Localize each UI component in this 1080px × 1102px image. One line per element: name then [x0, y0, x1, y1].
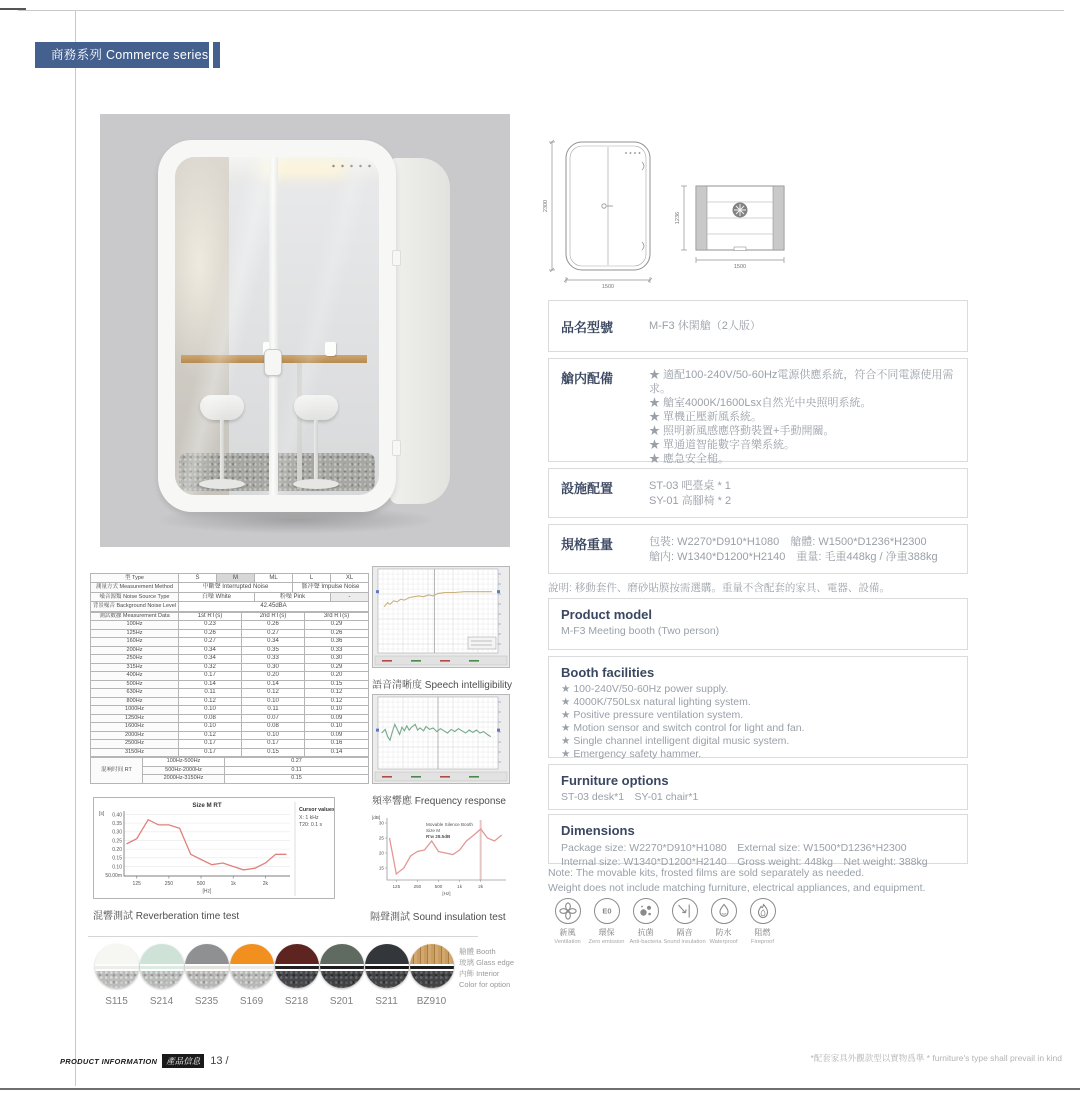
- series-banner-label: 商務系列 Commerce series: [51, 48, 209, 62]
- table-cell: 3150Hz: [91, 748, 179, 757]
- svg-text:Movable Silence Booth: Movable Silence Booth: [426, 822, 473, 827]
- feature-label-en: Waterproof: [709, 938, 738, 945]
- feature-zero-emission: [587, 898, 626, 945]
- glass-reflection: [175, 157, 379, 495]
- table-cell: 0.34: [179, 646, 242, 655]
- spec-label: 艙内配備: [561, 371, 614, 386]
- svg-text:25: 25: [378, 835, 384, 841]
- swatch-glass-edge-color: [275, 964, 319, 971]
- svg-text:2k: 2k: [478, 884, 484, 889]
- svg-text:0.25: 0.25: [112, 838, 122, 845]
- svg-text:Size M: Size M: [426, 828, 441, 833]
- swatch-S201: [319, 944, 364, 1007]
- fireproof-icon: [750, 898, 776, 924]
- swatch-code: S218: [284, 996, 309, 1007]
- table-cell: 0.11: [242, 706, 305, 715]
- table-cell: 0.14: [179, 680, 242, 689]
- series-banner: [35, 42, 209, 68]
- swatch-code: S211: [375, 996, 398, 1007]
- table-cell: 630Hz: [91, 689, 179, 698]
- text-line: Package size: W2270*D910*H1080 External size: W1500*D1236*H2300: [561, 842, 907, 854]
- swatch-S214: [139, 944, 184, 1007]
- table-cell: 500Hz-2000Hz: [143, 766, 225, 775]
- swatch-booth-color: [140, 944, 184, 964]
- table-cell: 1600Hz: [91, 723, 179, 732]
- swatch-circle: [365, 944, 409, 988]
- text-line: M-F3 休閑艙（2人版）: [649, 320, 761, 332]
- top-width-dim: 1500: [733, 264, 747, 270]
- svg-text:0.10: 0.10: [112, 864, 122, 871]
- table-cell: 0.08: [179, 714, 242, 723]
- table-cell: XL: [331, 574, 369, 583]
- text-line: ★ Emergency safety hammer.: [561, 748, 702, 760]
- table-cell: 500Hz: [91, 680, 179, 689]
- table-cell: 0.32: [179, 663, 242, 672]
- spec-value: [637, 534, 938, 564]
- swatch-interior-color: [275, 971, 319, 988]
- swatch-code: BZ910: [416, 996, 447, 1007]
- table-cell: 中斷聲 Interrupted Noise: [179, 583, 293, 592]
- table-cell: 0.26: [179, 629, 242, 638]
- text-line: ★ 應急安全槌。: [649, 453, 730, 465]
- text-line: ST-03 desk*1 SY-01 chair*1: [561, 791, 699, 803]
- table-cell: 2500Hz: [91, 740, 179, 749]
- spec-box-cabin-equipment: [548, 358, 968, 465]
- swatch-S115: [94, 944, 139, 1007]
- swatch-booth-color: [320, 944, 364, 964]
- technical-drawings: [538, 128, 790, 298]
- e0-icon: [594, 898, 620, 924]
- swatch-circle: [185, 944, 229, 988]
- swatch-glass-edge-color: [185, 964, 229, 971]
- booth-hinge: [392, 250, 401, 266]
- acoustic-measurement-table: [90, 573, 368, 784]
- feature-icons-row: [548, 898, 782, 945]
- table-cell: 160Hz: [91, 638, 179, 647]
- spec-value: [561, 625, 955, 638]
- swatch-booth-color: [95, 944, 139, 964]
- spec-title: Furniture options: [561, 773, 669, 788]
- text-line: Note: The movable kits, frosted films are sold separately as needed.: [548, 867, 865, 879]
- table-cell: 0.12: [179, 697, 242, 706]
- table-cell: 0.12: [305, 697, 369, 706]
- table-cell: 1250Hz: [91, 714, 179, 723]
- table-cell: L: [293, 574, 331, 583]
- page-number: 13 /: [210, 1055, 229, 1067]
- swatch-S169: [229, 944, 274, 1007]
- swatch-booth-color: [185, 944, 229, 964]
- table-cell: 脈冲聲 Impulse Noise: [293, 583, 369, 592]
- sound-insulation-icon: [672, 898, 698, 924]
- swatch-booth-color: [365, 944, 409, 964]
- table-cell: 0.10: [305, 706, 369, 715]
- feature-label-cn: 隔音: [676, 928, 693, 937]
- booth-frame: [158, 140, 396, 512]
- svg-text:[Hz]: [Hz]: [442, 891, 451, 896]
- feature-waterproof: [704, 898, 743, 945]
- table-cell: 100Hz-500Hz: [143, 758, 225, 767]
- table-cell: 42.45dBA: [179, 602, 369, 611]
- table-cell: 2nd RT(s): [242, 612, 305, 621]
- note-cn: 說明: 移動套件、磨砂貼膜按需選購。重量不含配套的家具、電器、設備。: [548, 582, 890, 594]
- swatch-code: S235: [194, 996, 219, 1007]
- reverb-chart-canvas: [93, 797, 335, 899]
- table-cell: 0.10: [305, 723, 369, 732]
- table-cell: 0.11: [225, 766, 369, 775]
- table-cell: 0.16: [305, 740, 369, 749]
- svg-text:500: 500: [196, 881, 206, 887]
- spec-box-booth-facilities: [548, 656, 968, 758]
- color-swatches-row: [94, 944, 454, 1007]
- table-cell: 噪音源類 Noise Source Type: [91, 592, 179, 601]
- swatch-interior-color: [140, 971, 184, 988]
- table-cell: 0.11: [179, 689, 242, 698]
- table-cell: 0.27: [179, 638, 242, 647]
- table-cell: 0.26: [242, 621, 305, 630]
- feature-fireproof: [743, 898, 782, 945]
- table-cell: 0.14: [242, 680, 305, 689]
- swatch-divider-line: [88, 936, 478, 937]
- text-line: ★ Positive pressure ventilation system.: [561, 709, 744, 721]
- feature-label-cn: 新風: [559, 928, 576, 937]
- svg-text:1k: 1k: [230, 881, 236, 887]
- table-cell: 315Hz: [91, 663, 179, 672]
- product-photo: [100, 114, 510, 547]
- swatch-interior-color: [410, 971, 454, 988]
- table-cell: 測試數據 Measurement Data: [91, 612, 179, 621]
- feature-label-en: Anti-bacteria: [629, 938, 662, 945]
- frame-bottom-line: [0, 1088, 1080, 1090]
- swatch-booth-color: [275, 944, 319, 964]
- feature-ventilation: [548, 898, 587, 945]
- svg-text:[Hz]: [Hz]: [202, 888, 212, 895]
- feature-label-cn: 防水: [715, 928, 732, 937]
- table-cell: 0.35: [242, 646, 305, 655]
- insulation-chart-canvas: [370, 812, 512, 900]
- svg-text:30: 30: [378, 820, 384, 826]
- text-line: ★ 適配100-240V/50-60Hz電源供應系統，符合不同電源使用需求。: [649, 369, 954, 395]
- front-view-dimensions: [549, 140, 652, 283]
- feature-label-cn: 環保: [598, 928, 615, 937]
- front-view-drawing: [566, 142, 650, 270]
- svg-text:[s]: [s]: [99, 811, 105, 817]
- freq-chart-canvas: [372, 694, 510, 784]
- spec-box-dimensions: [548, 814, 968, 868]
- table-cell: 0.09: [305, 714, 369, 723]
- table-cell: 測量方式 Measurement Method: [91, 583, 179, 592]
- table-cell: 2000Hz: [91, 731, 179, 740]
- text-line: ★ 單通道智能數字音樂系統。: [649, 439, 796, 451]
- chart-caption: 頻率響應 Frequency response: [372, 796, 506, 807]
- text-line: ★ Single channel intelligent digital music system.: [561, 735, 790, 747]
- swatch-S211: [364, 944, 409, 1007]
- feature-label-cn: 抗菌: [637, 928, 654, 937]
- table-cell: 0.15: [242, 748, 305, 757]
- spec-value: [637, 478, 731, 508]
- feature-sound-insulation: [665, 898, 704, 945]
- swatch-caption: [459, 946, 533, 990]
- table-cell: 2000Hz-3150Hz: [143, 775, 225, 784]
- footer-left: [60, 1054, 229, 1068]
- table-cell: 0.10: [242, 697, 305, 706]
- spec-title: Booth facilities: [561, 665, 655, 680]
- table-cell: 混响时间 RT: [91, 758, 143, 784]
- swatch-S218: [274, 944, 319, 1007]
- spec-label: 設施配置: [561, 481, 614, 496]
- fan-icon: [555, 898, 581, 924]
- table-cell: 0.20: [305, 672, 369, 681]
- table-cell: 0.29: [305, 621, 369, 630]
- table-cell: 0.12: [305, 689, 369, 698]
- speech-intelligibility-chart: [372, 566, 513, 691]
- swatch-BZ910: [409, 944, 454, 1007]
- swatch-code: S115: [105, 996, 128, 1007]
- svg-text:Size M RT: Size M RT: [192, 802, 222, 809]
- table-cell: 0.17: [242, 740, 305, 749]
- text-line: ★ 4000K/750Lsx natural lighting system.: [561, 696, 751, 708]
- table-cell: 0.30: [242, 663, 305, 672]
- front-width-dim: 1500: [601, 284, 615, 290]
- swatch-glass-edge-color: [95, 964, 139, 971]
- spec-box-furniture-options: [548, 764, 968, 810]
- svg-text:20: 20: [378, 850, 384, 856]
- table-cell: 250Hz: [91, 655, 179, 664]
- svg-text:0.15: 0.15: [112, 855, 122, 862]
- swatch-S235: [184, 944, 229, 1007]
- feature-label-en: Zero emission: [588, 938, 625, 945]
- svg-text:0.20: 0.20: [112, 846, 122, 853]
- svg-text:T20: 0.1 s: T20: 0.1 s: [299, 822, 323, 828]
- table-cell: 800Hz: [91, 697, 179, 706]
- text-line: Internal size: W1340*D1200*H2140 Gross weight: 448kg Net weight: 388kg: [561, 856, 928, 868]
- text-line: Color for option: [459, 980, 511, 989]
- swatch-circle: [320, 944, 364, 988]
- text-line: 内飾 Interior: [459, 969, 500, 978]
- table-cell: 0.36: [305, 638, 369, 647]
- feature-label-en: Fireproof: [751, 938, 774, 945]
- table-cell: 0.33: [242, 655, 305, 664]
- table-cell: 3rd RT(s): [305, 612, 369, 621]
- svg-text:0.30: 0.30: [112, 829, 122, 836]
- spec-value: [637, 319, 761, 333]
- svg-text:2k: 2k: [262, 881, 269, 887]
- top-depth-dim: 1236: [675, 211, 681, 225]
- table-cell: 0.17: [179, 748, 242, 757]
- footer-note: *配套家具外觀款型以實物爲準 * furniture's type shall prevail in kind: [810, 1053, 1062, 1063]
- table-cell: 1000Hz: [91, 706, 179, 715]
- swatch-interior-color: [365, 971, 409, 988]
- table-cell: 背景噪音 Background Noise Level: [91, 602, 179, 611]
- chart-caption: 混響測試 Reverberation time test: [93, 911, 240, 922]
- swatch-interior-color: [185, 971, 229, 988]
- table-cell: 0.10: [179, 706, 242, 715]
- swatch-interior-color: [95, 971, 139, 988]
- text-line: 包裝: W2270*D910*H1080 艙體: W1500*D1236*H2300: [649, 536, 927, 548]
- reverberation-time-chart: [93, 797, 335, 922]
- table-cell: 0.33: [305, 646, 369, 655]
- table-cell: 0.15: [305, 680, 369, 689]
- table-cell: M: [217, 574, 255, 583]
- table-cell: 0.23: [179, 621, 242, 630]
- table-cell: 0.09: [305, 731, 369, 740]
- table-cell: 0.12: [242, 689, 305, 698]
- table-cell: 0.17: [179, 740, 242, 749]
- booth-interior: [175, 157, 379, 495]
- swatch-interior-color: [230, 971, 274, 988]
- svg-text:125: 125: [392, 884, 401, 889]
- table-cell: 0.34: [179, 655, 242, 664]
- swatch-circle: [230, 944, 274, 988]
- svg-text:0.40: 0.40: [112, 812, 122, 819]
- spec-box-size-weight: [548, 524, 968, 574]
- table-cell: 0.20: [242, 672, 305, 681]
- front-height-dim: 2300: [543, 199, 549, 213]
- feature-anti-bacteria: [626, 898, 665, 945]
- table-cell: S: [179, 574, 217, 583]
- spec-box-facility-config: [548, 468, 968, 518]
- swatch-glass-edge-color: [140, 964, 184, 971]
- svg-text:15: 15: [378, 865, 384, 871]
- table-cell: 0.07: [242, 714, 305, 723]
- table-cell: ML: [255, 574, 293, 583]
- table-cell: 型 Type: [91, 574, 179, 583]
- frequency-response-chart: [372, 694, 510, 807]
- sound-insulation-chart: [370, 812, 512, 923]
- swatch-circle: [140, 944, 184, 988]
- swatch-glass-edge-color: [320, 964, 364, 971]
- table-cell: 0.27: [225, 758, 369, 767]
- table-cell: 0.08: [242, 723, 305, 732]
- table-cell: 粉噪 Pink: [255, 592, 331, 601]
- svg-text:E0: E0: [601, 906, 612, 916]
- table-cell: 0.17: [179, 672, 242, 681]
- swatch-interior-color: [320, 971, 364, 988]
- text-line: ST-03 吧臺桌 * 1: [649, 480, 731, 492]
- footer-badge: 產品信息: [162, 1054, 204, 1068]
- table-cell: 1st RT(s): [179, 612, 242, 621]
- text-line: SY-01 高腳椅 * 2: [649, 495, 732, 507]
- table-cell: 白噪 White: [179, 592, 255, 601]
- text-line: 玻璃 Glass edge: [459, 958, 515, 967]
- table-cell: 0.10: [179, 723, 242, 732]
- spec-box-model-name: [548, 300, 968, 352]
- series-banner-tab: [213, 42, 220, 68]
- table-cell: 200Hz: [91, 646, 179, 655]
- text-line: ★ 艙室4000K/1600Lsx自然光中央照明系統。: [649, 397, 872, 409]
- table-cell: 0.27: [242, 629, 305, 638]
- table-cell: 0.29: [305, 663, 369, 672]
- booth-hinge: [392, 440, 401, 456]
- svg-text:R'w 28.5dB: R'w 28.5dB: [426, 834, 451, 839]
- spec-label: 規格重量: [561, 537, 614, 552]
- svg-text:50.00m: 50.00m: [105, 872, 122, 879]
- svg-text:250: 250: [164, 881, 174, 887]
- spec-value: [561, 791, 955, 804]
- frame-left-line: [75, 10, 76, 1086]
- table-cell: 0.12: [179, 731, 242, 740]
- text-line: M-F3 Meeting booth (Two person): [561, 625, 720, 637]
- svg-text:0.35: 0.35: [112, 820, 122, 827]
- text-line: 艙體 Booth: [459, 947, 496, 956]
- table-cell: 0.34: [242, 638, 305, 647]
- svg-text:Cursor values: Cursor values: [299, 807, 335, 813]
- spec-box-product-model: [548, 598, 968, 650]
- table-cell: 100Hz: [91, 621, 179, 630]
- swatch-booth-color: [230, 944, 274, 964]
- chart-caption: 隔聲測試 Sound insulation test: [370, 912, 506, 923]
- table-cell: 0.10: [242, 731, 305, 740]
- text-line: ★ 單機正壓新風系統。: [649, 411, 763, 423]
- frame-top-line: [18, 10, 1064, 11]
- swatch-code: S201: [329, 996, 354, 1007]
- svg-text:1k: 1k: [457, 884, 463, 889]
- spec-value: [561, 683, 955, 761]
- text-line: ★ 照明新風感應啓動裝置+手動開關。: [649, 425, 835, 437]
- swatch-code: S169: [239, 996, 264, 1007]
- top-view-drawing: [696, 186, 784, 251]
- footer-brand: PRODUCT INFORMATION: [60, 1056, 158, 1066]
- svg-text:125: 125: [132, 881, 141, 887]
- chart-caption: 語音清晰度 Speech intelligibility: [372, 680, 513, 691]
- spec-title: Dimensions: [561, 823, 635, 838]
- table-cell: 0.15: [225, 775, 369, 784]
- swatch-circle: [410, 944, 454, 988]
- note-en: [548, 866, 925, 896]
- bacteria-icon: [633, 898, 659, 924]
- table-cell: 0.26: [305, 629, 369, 638]
- svg-text:500: 500: [434, 884, 443, 889]
- feature-label-cn: 阻燃: [754, 928, 771, 937]
- table-cell: 0.30: [305, 655, 369, 664]
- spec-label: 品名型號: [561, 319, 614, 335]
- swatch-glass-edge-color: [230, 964, 274, 971]
- feature-label-en: Sound insulation: [663, 938, 706, 945]
- svg-text:250: 250: [413, 884, 422, 889]
- text-line: ★ 100-240V/50-60Hz power supply.: [561, 683, 729, 695]
- table-cell: -: [331, 592, 369, 601]
- text-line: ★ Motion sensor and switch control for light and fan.: [561, 722, 805, 734]
- table-cell: 0.14: [305, 748, 369, 757]
- swatch-glass-edge-color: [365, 964, 409, 971]
- text-line: Weight does not include matching furniture, electrical appliances, and equipment.: [548, 882, 926, 894]
- swatch-booth-color: [410, 944, 454, 964]
- swatch-code: S214: [149, 996, 174, 1007]
- swatch-circle: [95, 944, 139, 988]
- text-line: 艙内: W1340*D1200*H2140 重量: 毛重448kg / 净重388kg: [649, 551, 938, 563]
- table-cell: 400Hz: [91, 672, 179, 681]
- svg-text:X: 1 kHz: X: 1 kHz: [299, 815, 319, 821]
- swatch-glass-edge-color: [410, 964, 454, 971]
- spec-title: Product model: [561, 607, 653, 622]
- svg-text:[dB]: [dB]: [372, 815, 381, 820]
- feature-label-en: Ventilation: [554, 938, 581, 945]
- waterproof-icon: [711, 898, 737, 924]
- spec-value: [561, 841, 955, 869]
- frame-corner-tick: [0, 8, 26, 10]
- spec-value: [637, 368, 955, 465]
- speech-chart-canvas: [372, 566, 510, 668]
- table-cell: 125Hz: [91, 629, 179, 638]
- swatch-circle: [275, 944, 319, 988]
